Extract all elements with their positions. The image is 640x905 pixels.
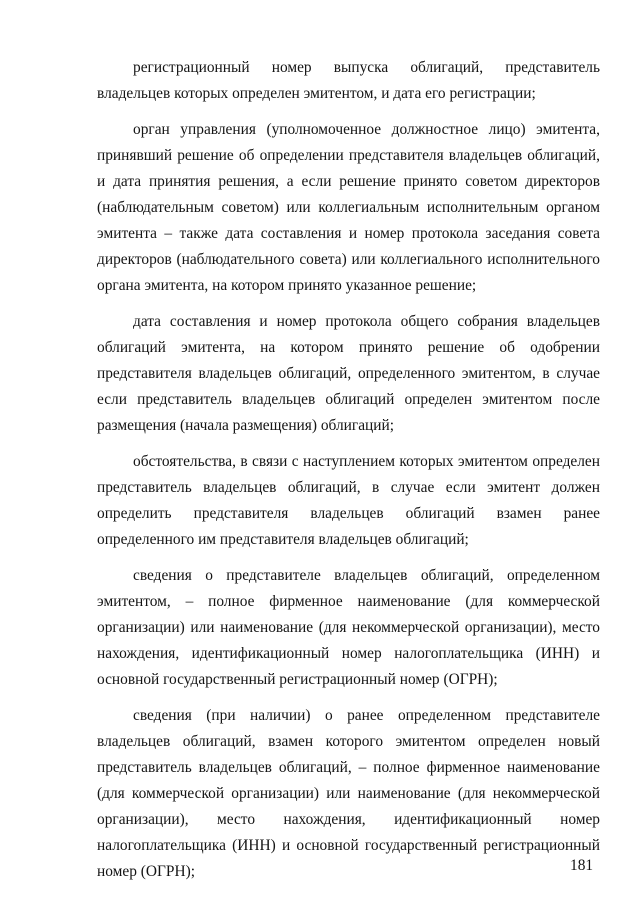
paragraph-registration-number: регистрационный номер выпуска облигаций, представитель владельцев которых определен эмитентом, и дата его регистрации; [97, 59, 600, 102]
page-number: 181 [570, 857, 594, 874]
paragraph-general-meeting: дата составления и номер протокола общего собрания владельцев облигаций эмитента, на котором принято решение об одобрении представителя владельцев облигаций, определенного эмитентом, в случае если представитель владельцев облигаций определен эмитентом после размещения (начала размещения) облигаций; [97, 313, 600, 434]
paragraph-representative-info: сведения о представителе владельцев облигаций, определенном эмитентом, – полное фирменное наименование (для коммерческой организации) или наименование (для некоммерческой организации), место нахождения, идентификационный номер налогоплательщика (ИНН) и основной государственный регистрационный номер (ОГРН); [97, 567, 600, 688]
paragraph-circumstances: обстоятельства, в связи с наступлением которых эмитентом определен представитель владельцев облигаций, в случае если эмитент должен определить представителя владельцев облигаций взамен ранее определенного им представителя владельцев облигаций; [97, 453, 600, 548]
paragraph-management-body: орган управления (уполномоченное должностное лицо) эмитента, принявший решение об определении представителя владельцев облигаций, и дата принятия решения, а если решение принято советом директоров (наблюдательным советом) или коллегиальным исполнительным органом эмитента – также дата составления и номер протокола заседания совета директоров (наблюдательного совета) или коллегиального исполнительного органа эмитента, на котором принято указанное решение; [97, 121, 600, 294]
paragraph-previous-representative: сведения (при наличии) о ранее определенном представителе владельцев облигаций, взамен которого эмитентом определен новый представитель владельцев облигаций, – полное фирменное наименование (для коммерческой организации) или наименование (для некоммерческой организации), место нахождения, идентификационный номер налогоплательщика (ИНН) и основной государственный регистрационный номер (ОГРН); [97, 707, 600, 880]
document-body [97, 55, 600, 895]
